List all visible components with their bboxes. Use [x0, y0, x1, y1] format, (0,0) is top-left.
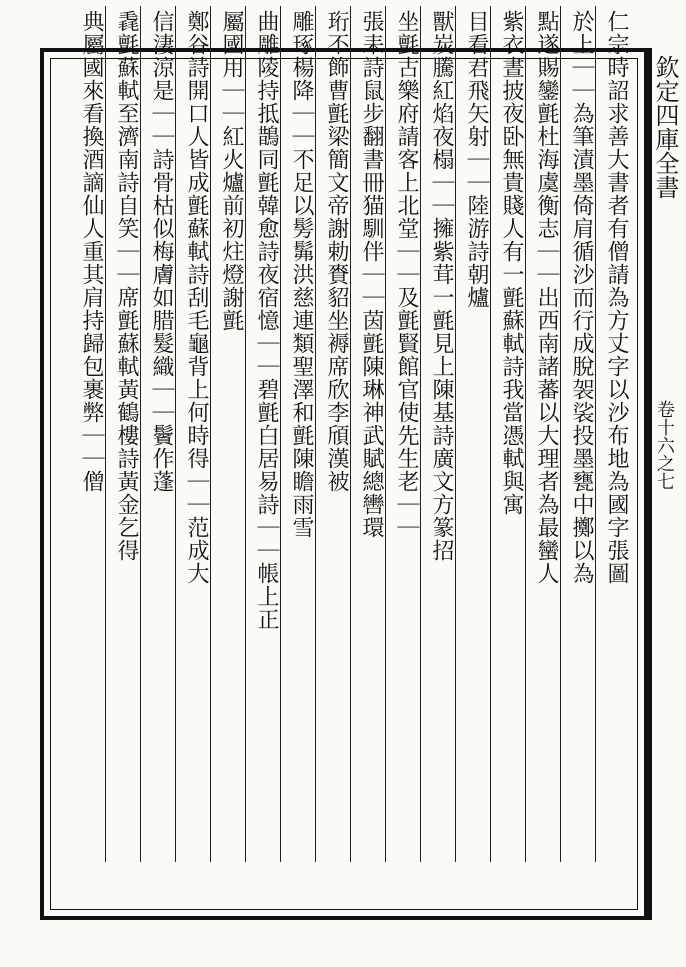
text-column: 於上｜｜為筆漬墨倚肩循沙而行成脫袈裟投墨甕中擲以為: [569, 10, 594, 585]
column-rule: [280, 6, 281, 862]
text-column: 典屬國來看換酒謫仙人重其肩持歸包裹弊｜｜僧: [79, 10, 104, 493]
text-column: 雕琢楊降｜｜不足以髣髴洪慈連類聖澤和氈陳瞻雨雪: [289, 10, 314, 539]
column-rule: [455, 6, 456, 862]
volume-label: 卷十六之七: [654, 400, 675, 490]
column-rule: [315, 6, 316, 862]
text-column: 屬國用｜｜紅火爐前初炷燈謝氈: [219, 10, 244, 332]
text-column: 曲雕陵持抵鵲同氈韓愈詩夜宿憶｜｜碧氈白居易詩｜｜帳上正: [254, 10, 279, 631]
column-rule: [140, 6, 141, 862]
column-rule: [595, 6, 596, 862]
column-rule: [385, 6, 386, 862]
column-rule: [420, 6, 421, 862]
text-column: 點遂賜鑾氈杜海虞衡志｜｜出西南諸蕃以大理者為最蠻人: [534, 10, 559, 585]
text-column: 坐氈古樂府請客上北堂｜｜及氈賢館官使先生老｜｜: [394, 10, 419, 539]
column-rule: [175, 6, 176, 862]
text-column: 毳氈蘇軾至濟南詩自笑｜｜席氈蘇軾黃鶴樓詩黃金乞得: [114, 10, 139, 562]
column-rule: [245, 6, 246, 862]
text-column: 目看君飛矢射｜｜陸游詩朝爐: [464, 10, 489, 309]
book-title: 欽定四庫全書: [651, 55, 679, 199]
column-rule: [525, 6, 526, 862]
column-rule: [560, 6, 561, 862]
column-rule: [350, 6, 351, 862]
text-column: 紫衣晝披夜卧無貴賤人有一氈蘇軾詩我當憑軾與寓: [499, 10, 524, 516]
column-rule: [490, 6, 491, 862]
text-column: 張耒詩鼠步翻書冊猫馴伴｜｜茵氈陳琳神武賦總轡環: [359, 10, 384, 539]
text-column: 仁宗時詔求善大書者有僧請為方丈字以沙布地為國字張圖: [604, 10, 629, 585]
column-rule: [210, 6, 211, 862]
text-column: 獸炭騰紅焰夜榻｜｜擁紫茸一氈見上陳基詩廣文方篆招: [429, 10, 454, 562]
text-column: 信淒涼是｜｜詩骨枯似梅膚如腊髮織｜｜鬢作蓬: [149, 10, 174, 493]
text-column: 鄭谷詩開口人皆成氈蘇軾詩刮毛龜背上何時得｜｜范成大: [184, 10, 209, 585]
column-rule: [105, 6, 106, 862]
text-column: 珩不飾曹氈梁簡文帝謝勅賚貂坐褥席欣李頎漢被: [324, 10, 349, 493]
